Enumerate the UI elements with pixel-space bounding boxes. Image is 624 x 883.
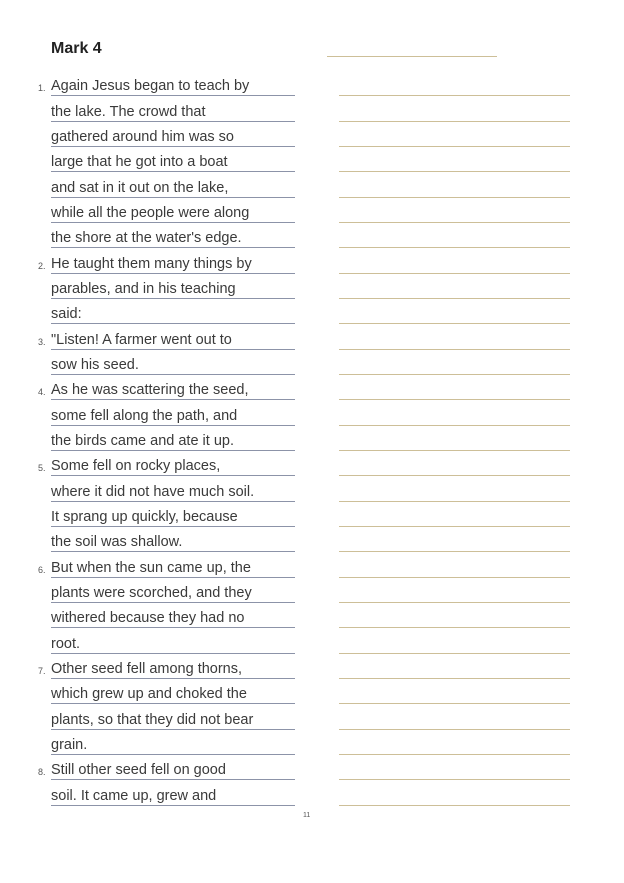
writing-line[interactable] — [339, 223, 570, 248]
writing-line[interactable] — [339, 552, 570, 577]
verse-line — [51, 603, 295, 628]
verse-number: 8. — [38, 767, 46, 778]
verse-text: plants, so that they did not bear — [51, 711, 254, 728]
writing-line[interactable] — [339, 274, 570, 299]
writing-line[interactable] — [339, 147, 570, 172]
verse-text: some fell along the path, and — [51, 407, 238, 424]
writing-line[interactable] — [339, 299, 570, 324]
verse-text: It sprang up quickly, because — [51, 508, 238, 525]
verse-text: the soil was shallow. — [51, 534, 183, 551]
verse-line — [38, 451, 295, 476]
verse-line — [51, 780, 295, 805]
verse-text: But when the sun came up, the — [51, 559, 251, 576]
verse-line — [51, 147, 295, 172]
verse-number: 5. — [38, 463, 46, 474]
verse-text: root. — [51, 635, 81, 652]
verse-number: 6. — [38, 564, 46, 575]
verse-column — [38, 71, 298, 806]
page-number: 11 — [303, 812, 311, 819]
verse-text: where it did not have much soil. — [51, 483, 255, 500]
verse-line — [38, 755, 295, 780]
verse-text: He taught them many things by — [51, 255, 252, 272]
writing-line[interactable] — [339, 502, 570, 527]
writing-line[interactable] — [339, 704, 570, 729]
writing-line[interactable] — [339, 679, 570, 704]
writing-line[interactable] — [339, 603, 570, 628]
writing-line[interactable] — [339, 527, 570, 552]
verse-text: the shore at the water's edge. — [51, 230, 242, 247]
verse-text: Still other seed fell on good — [51, 762, 226, 779]
verse-line — [51, 704, 295, 729]
verse-text: parables, and in his teaching — [51, 280, 236, 297]
verse-text: sow his seed. — [51, 356, 139, 373]
verse-line — [51, 122, 295, 147]
writing-line[interactable] — [339, 324, 570, 349]
verse-line — [51, 679, 295, 704]
verse-line — [38, 324, 295, 349]
verse-line — [51, 628, 295, 653]
writing-line[interactable] — [339, 426, 570, 451]
verse-text: gathered around him was so — [51, 128, 234, 145]
verse-line — [51, 476, 295, 501]
verse-text: and sat in it out on the lake, — [51, 179, 229, 196]
verse-line — [51, 223, 295, 248]
writing-column — [339, 71, 570, 806]
writing-line[interactable] — [339, 375, 570, 400]
writing-line[interactable] — [339, 248, 570, 273]
verse-line — [38, 552, 295, 577]
writing-line[interactable] — [339, 198, 570, 223]
writing-line[interactable] — [339, 628, 570, 653]
verse-text: "Listen! A farmer went out to — [51, 331, 232, 348]
verse-line — [51, 578, 295, 603]
verse-text: plants were scorched, and they — [51, 584, 252, 601]
verse-text: Again Jesus began to teach by — [51, 78, 250, 95]
writing-line[interactable] — [339, 476, 570, 501]
verse-line — [38, 248, 295, 273]
verse-text: the birds came and ate it up. — [51, 432, 234, 449]
verse-number: 2. — [38, 260, 46, 271]
verse-line — [51, 502, 295, 527]
writing-line[interactable] — [339, 172, 570, 197]
writing-line[interactable] — [339, 578, 570, 603]
verse-text: withered because they had no — [51, 610, 245, 627]
writing-line[interactable] — [339, 400, 570, 425]
writing-line[interactable] — [339, 71, 570, 96]
verse-line — [38, 654, 295, 679]
writing-line[interactable] — [339, 755, 570, 780]
verse-number: 4. — [38, 387, 46, 398]
verse-line — [51, 730, 295, 755]
verse-text: As he was scattering the seed, — [51, 382, 249, 399]
writing-line[interactable] — [339, 96, 570, 121]
verse-text: large that he got into a boat — [51, 154, 228, 171]
verse-text: Some fell on rocky places, — [51, 458, 221, 475]
verse-text: grain. — [51, 736, 88, 753]
verse-text: said: — [51, 306, 82, 323]
verse-line — [51, 172, 295, 197]
verse-line — [51, 350, 295, 375]
verse-line — [38, 71, 295, 96]
verse-line — [51, 198, 295, 223]
writing-line[interactable] — [339, 122, 570, 147]
verse-number: 3. — [38, 336, 46, 347]
verse-line — [51, 299, 295, 324]
page-title: Mark 4 — [51, 40, 102, 57]
writing-line[interactable] — [339, 451, 570, 476]
verse-number: 1. — [38, 83, 46, 94]
verse-line — [51, 96, 295, 121]
verse-line — [51, 426, 295, 451]
verse-text: the lake. The crowd that — [51, 103, 206, 120]
verse-line — [51, 400, 295, 425]
writing-line[interactable] — [339, 730, 570, 755]
writing-line[interactable] — [339, 654, 570, 679]
verse-text: while all the people were along — [51, 204, 250, 221]
verse-text: which grew up and choked the — [51, 686, 247, 703]
verse-line — [51, 527, 295, 552]
verse-text: Other seed fell among thorns, — [51, 660, 243, 677]
title-writing-line — [327, 56, 497, 57]
writing-line[interactable] — [339, 780, 570, 805]
verse-text: soil. It came up, grew and — [51, 787, 217, 804]
verse-line — [51, 274, 295, 299]
verse-number: 7. — [38, 665, 46, 676]
writing-line[interactable] — [339, 350, 570, 375]
verse-line — [38, 375, 295, 400]
